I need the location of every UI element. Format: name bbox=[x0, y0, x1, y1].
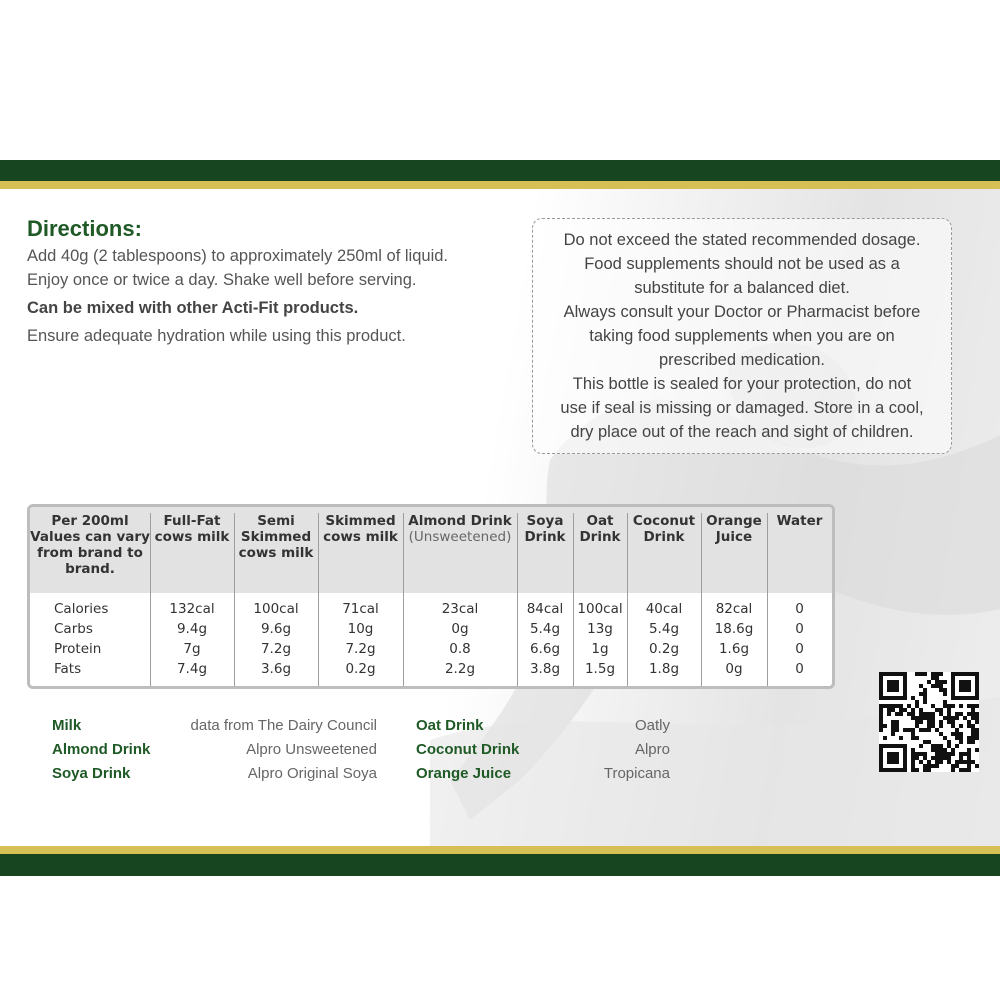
column-header bbox=[767, 513, 832, 529]
table-cell: 6.6g bbox=[529, 641, 561, 657]
source-name: Oat Drink bbox=[416, 717, 484, 734]
warning-line: taking food supplements when you are on bbox=[589, 327, 895, 345]
directions-line-3: Can be mixed with other Acti-Fit products. bbox=[27, 299, 359, 317]
column-header-line: Drink bbox=[579, 529, 621, 545]
table-cell: 9.6g bbox=[260, 621, 292, 637]
header-note-line: Values can vary bbox=[30, 529, 150, 545]
header-title: Per 200ml bbox=[51, 513, 129, 529]
row-label: Carbs bbox=[54, 621, 93, 637]
column-header-line: Orange bbox=[706, 513, 762, 529]
table-cell: 0 bbox=[795, 621, 804, 637]
warning-box bbox=[532, 218, 952, 454]
table-cell: 0g bbox=[451, 621, 469, 637]
table-cell: 132cal bbox=[169, 601, 215, 617]
table-cell: 0 bbox=[795, 641, 804, 657]
table-cell: 71cal bbox=[342, 601, 379, 617]
warning-line: use if seal is missing or damaged. Store in a cool, bbox=[560, 399, 924, 417]
table-cell: 9.4g bbox=[176, 621, 208, 637]
warning-line: Always consult your Doctor or Pharmacist before bbox=[563, 303, 921, 321]
table-cell: 0 bbox=[795, 601, 804, 617]
table-cell: 13g bbox=[587, 621, 613, 637]
column-header-line: Semi bbox=[257, 513, 295, 529]
table-cell: 23cal bbox=[441, 601, 479, 617]
source-value: Tropicana bbox=[603, 765, 670, 782]
source-value: Oatly bbox=[634, 717, 670, 734]
source-value: Alpro Unsweetened bbox=[246, 741, 377, 758]
column-header-line: Coconut bbox=[632, 513, 696, 529]
row-label: Calories bbox=[54, 601, 109, 617]
table-cell: 100cal bbox=[577, 601, 623, 617]
row-label: Protein bbox=[54, 641, 102, 657]
directions-line-4: Ensure adequate hydration while using this product. bbox=[27, 327, 406, 345]
column-header bbox=[517, 513, 573, 545]
table-cell: 5.4g bbox=[648, 621, 680, 637]
table-cell: 100cal bbox=[253, 601, 299, 617]
table-cell: 5.4g bbox=[529, 621, 561, 637]
table-cell: 0.8 bbox=[449, 641, 471, 657]
bottom-gold-band bbox=[0, 846, 1000, 854]
table-cell: 1.8g bbox=[648, 661, 680, 677]
warning-line: dry place out of the reach and sight of children. bbox=[570, 423, 914, 441]
table-cell: 2.2g bbox=[444, 661, 476, 677]
source-name: Coconut Drink bbox=[416, 741, 520, 758]
table-cell: 84cal bbox=[526, 601, 564, 617]
column-header-line: Soya bbox=[526, 513, 564, 529]
table-cell: 3.8g bbox=[529, 661, 561, 677]
source-name: Milk bbox=[52, 717, 82, 734]
header-note-line: from brand to bbox=[37, 545, 143, 561]
directions-line-2: Enjoy once or twice a day. Shake well before serving. bbox=[27, 271, 417, 289]
top-green-band bbox=[0, 160, 1000, 181]
warning-line: This bottle is sealed for your protection, do not bbox=[572, 375, 912, 393]
top-gold-band bbox=[0, 181, 1000, 189]
column-header bbox=[150, 513, 234, 545]
table-cell: 3.6g bbox=[260, 661, 292, 677]
column-header bbox=[318, 513, 403, 545]
column-header bbox=[701, 513, 767, 545]
column-header-sub: (Unsweetened) bbox=[408, 529, 512, 545]
column-header-line: cows milk bbox=[323, 529, 398, 545]
source-value: Alpro Original Soya bbox=[247, 765, 377, 782]
header-per-200ml bbox=[30, 513, 150, 577]
source-name: Orange Juice bbox=[416, 765, 512, 782]
column-header bbox=[573, 513, 627, 545]
column-header-line: Skimmed bbox=[325, 513, 396, 529]
nutrition-table bbox=[27, 504, 835, 689]
table-cell: 0g bbox=[725, 661, 743, 677]
column-header-line: Skimmed bbox=[240, 529, 312, 545]
table-cell: 0 bbox=[795, 661, 804, 677]
column-header bbox=[627, 513, 701, 545]
column-header bbox=[234, 513, 318, 561]
table-cell: 1.5g bbox=[584, 661, 616, 677]
table-cell: 1.6g bbox=[718, 641, 750, 657]
table-cell: 7.4g bbox=[176, 661, 208, 677]
column-header-line: cows milk bbox=[238, 545, 314, 561]
source-name: Soya Drink bbox=[52, 765, 131, 782]
column-header-line: Drink bbox=[643, 529, 685, 545]
table-cell: 7.2g bbox=[345, 641, 376, 657]
column-header-line: Full-Fat bbox=[163, 513, 221, 529]
warning-line: Food supplements should not be used as a bbox=[584, 255, 900, 273]
warning-line: substitute for a balanced diet. bbox=[634, 279, 850, 297]
row-label: Fats bbox=[54, 661, 82, 677]
warning-line: Do not exceed the stated recommended dosage. bbox=[563, 231, 921, 249]
directions-line-1: Add 40g (2 tablespoons) to approximately 250ml of liquid. bbox=[27, 247, 448, 265]
column-header-line: Almond Drink bbox=[408, 513, 512, 529]
column-header-line: Oat bbox=[586, 513, 614, 529]
source-value: data from The Dairy Council bbox=[190, 717, 377, 734]
column-header-line: Water bbox=[776, 513, 823, 529]
table-cell: 82cal bbox=[715, 601, 753, 617]
table-cell: 0.2g bbox=[345, 661, 376, 677]
table-cell: 10g bbox=[347, 621, 374, 637]
table-cell: 40cal bbox=[645, 601, 683, 617]
table-cell: 18.6g bbox=[714, 621, 754, 637]
table-cell: 1g bbox=[591, 641, 609, 657]
directions-section bbox=[27, 216, 507, 348]
column-header-line: Drink bbox=[524, 529, 566, 545]
header-note-line: brand. bbox=[65, 561, 115, 577]
table-cell: 0.2g bbox=[648, 641, 680, 657]
table-cell: 7.2g bbox=[260, 641, 292, 657]
qr-code-icon[interactable] bbox=[879, 672, 979, 772]
column-header-line: Juice bbox=[715, 529, 753, 545]
directions-title: Directions: bbox=[27, 216, 142, 241]
warning-line: prescribed medication. bbox=[659, 351, 825, 369]
source-name: Almond Drink bbox=[52, 741, 151, 758]
table-cell: 7g bbox=[183, 641, 201, 657]
column-header bbox=[403, 513, 517, 545]
bottom-green-band bbox=[0, 854, 1000, 876]
column-header-line: cows milk bbox=[154, 529, 230, 545]
source-value: Alpro bbox=[634, 741, 670, 758]
